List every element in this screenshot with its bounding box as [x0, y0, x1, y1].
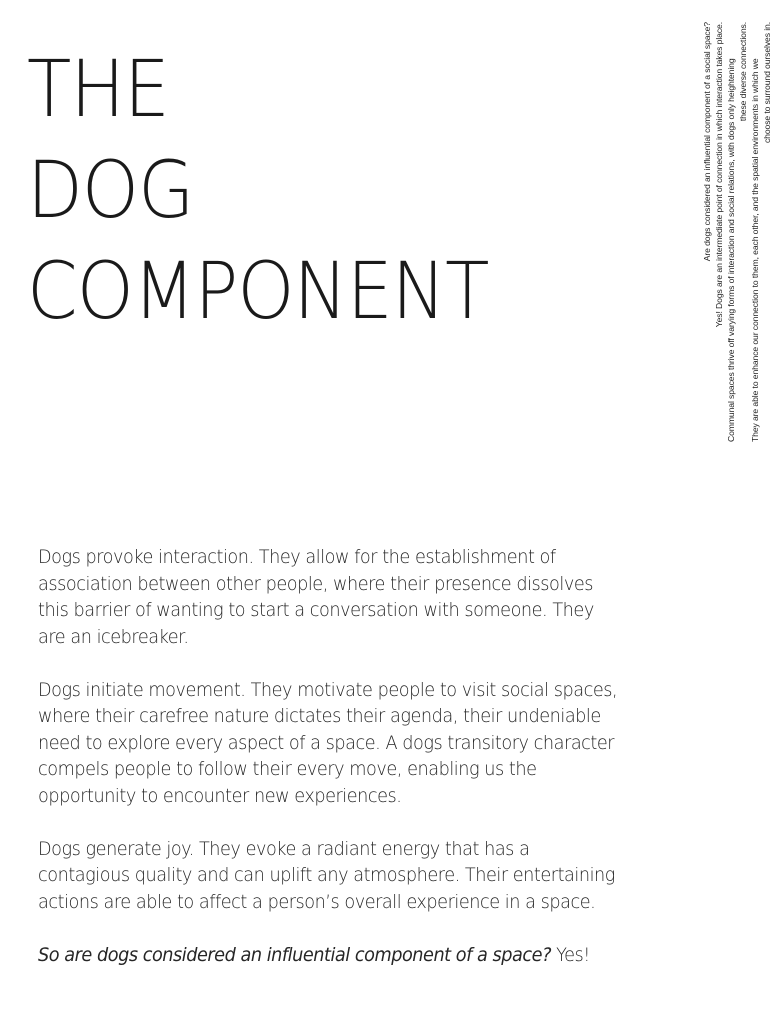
paragraph-movement: [38, 677, 652, 810]
paragraph-line: Dogs initiate movement. They motivate people to visit social spaces,: [38, 678, 618, 701]
paragraph-line: compels people to follow their every move, enabling us the: [38, 758, 537, 780]
paragraph-line: Dogs generate joy. They evoke a radiant energy that has a: [38, 837, 530, 860]
paragraph-closing: [38, 942, 652, 969]
body-text: [38, 544, 658, 995]
side-note-line-3: Communal spaces thrive off varying forms of interaction and social relations, with dogs only heightening: [726, 58, 736, 442]
side-note-line-4: these diverse connections.: [738, 22, 748, 122]
title-line-1: THE: [27, 45, 169, 135]
paragraph-line: actions are able to affect a person’s overall experience in a space.: [38, 890, 596, 913]
paragraph-line: association between other people, where their presence dissolves: [38, 572, 593, 595]
side-note-line-2: Yes! Dogs are an intermediate point of connection in which interaction takes place.: [714, 22, 724, 328]
page-title: [27, 40, 488, 343]
paragraph-interaction: [38, 544, 652, 650]
paragraph-line: need to explore every aspect of a space. A dogs transitory character: [38, 731, 615, 754]
rotated-side-note: [701, 22, 773, 442]
closing-answer: Yes!: [550, 943, 590, 966]
title-line-2: DOG: [27, 146, 194, 236]
paragraph-line: contagious quality and can uplift any atmosphere. Their entertaining: [38, 864, 615, 886]
closing-line: [38, 942, 652, 969]
paragraph-line: this barrier of wanting to start a conversation with someone. They: [38, 599, 594, 621]
side-note-line-1: Are dogs considered an influential component of a social space?: [702, 22, 712, 262]
paragraph-line: are an icebreaker.: [38, 625, 189, 648]
paragraph-line: where their carefree nature dictates their agenda, their undeniable: [38, 705, 601, 727]
title-line-3: COMPONENT: [27, 247, 489, 337]
paragraph-joy: [38, 836, 652, 916]
paragraph-line: opportunity to encounter new experiences.: [38, 784, 402, 807]
side-note-line-5: They are able to enhance our connection to them, each other, and the spatial environments in which we: [750, 58, 760, 442]
closing-question: So are dogs considered an influential component of a space?: [38, 943, 551, 966]
side-note-line-6: choose to surround ourselves in.: [762, 22, 772, 144]
paragraph-line: Dogs provoke interaction. They allow for the establishment of: [38, 546, 556, 568]
